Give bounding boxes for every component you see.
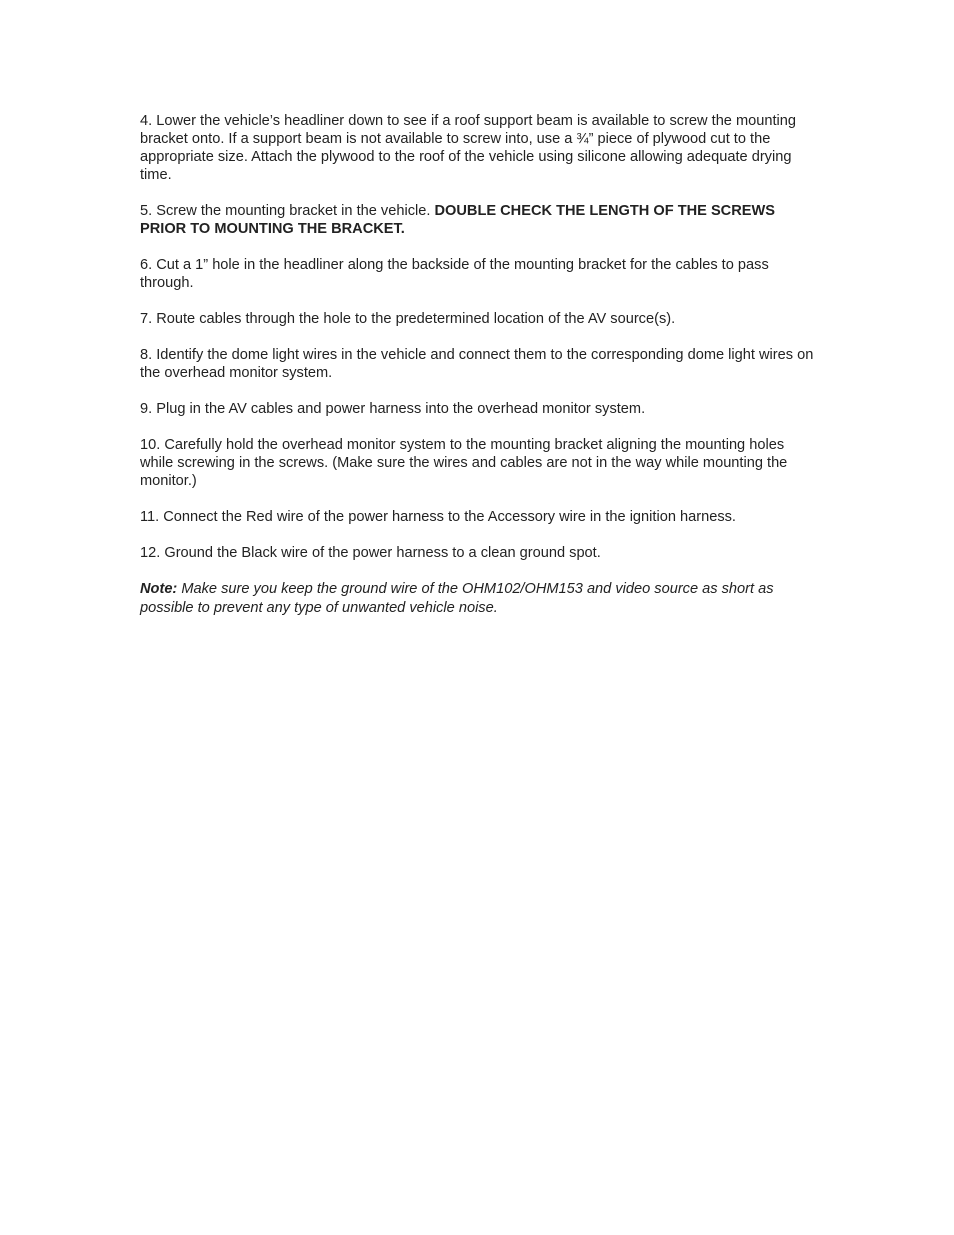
step-6 xyxy=(140,256,820,292)
step-7-text: 7. Route cables through the hole to the predetermined location of the AV source(s). xyxy=(140,311,676,327)
step-8 xyxy=(140,346,820,382)
step-10-text: 10. Carefully hold the overhead monitor system to the mounting bracket aligning the mounting holes while screwing in the screws. (Make sure the wires and cables are not in the way while mounting the monitor.) xyxy=(140,437,788,489)
step-5 xyxy=(140,202,820,238)
note xyxy=(140,580,820,618)
step-4 xyxy=(140,112,820,184)
step-9-text: 9. Plug in the AV cables and power harness into the overhead monitor system. xyxy=(140,401,646,417)
step-6-text: 6. Cut a 1” hole in the headliner along the backside of the mounting bracket for the cables to pass through. xyxy=(140,257,769,291)
step-12-text: 12. Ground the Black wire of the power harness to a clean ground spot. xyxy=(140,545,601,561)
step-5-warning: DOUBLE CHECK THE LENGTH OF THE SCREWS PRIOR TO MOUNTING THE BRACKET. xyxy=(140,203,775,237)
step-12 xyxy=(140,544,820,562)
step-10 xyxy=(140,436,820,490)
step-8-text: 8. Identify the dome light wires in the vehicle and connect them to the corresponding dome light wires on the overhead monitor system. xyxy=(140,347,814,381)
note-label: Note: xyxy=(140,581,178,597)
document-page xyxy=(140,112,820,636)
step-11-text: 11. Connect the Red wire of the power harness to the Accessory wire in the ignition harness. xyxy=(140,509,736,525)
step-11 xyxy=(140,508,820,526)
step-7 xyxy=(140,310,820,328)
step-5-text: 5. Screw the mounting bracket in the vehicle. xyxy=(140,203,435,219)
step-9 xyxy=(140,400,820,418)
note-text: Make sure you keep the ground wire of the OHM102/OHM153 and video source as short as possible to prevent any type of unwanted vehicle noise. xyxy=(140,581,774,616)
step-4-text: 4. Lower the vehicle’s headliner down to see if a roof support beam is available to screw the mounting bracket onto. If a support beam is not available to screw into, use a ¾” piece of plywood cut to the appropriate size. Attach the plywood to the roof of the vehicle using silicone allowing adequate drying time. xyxy=(140,113,797,183)
